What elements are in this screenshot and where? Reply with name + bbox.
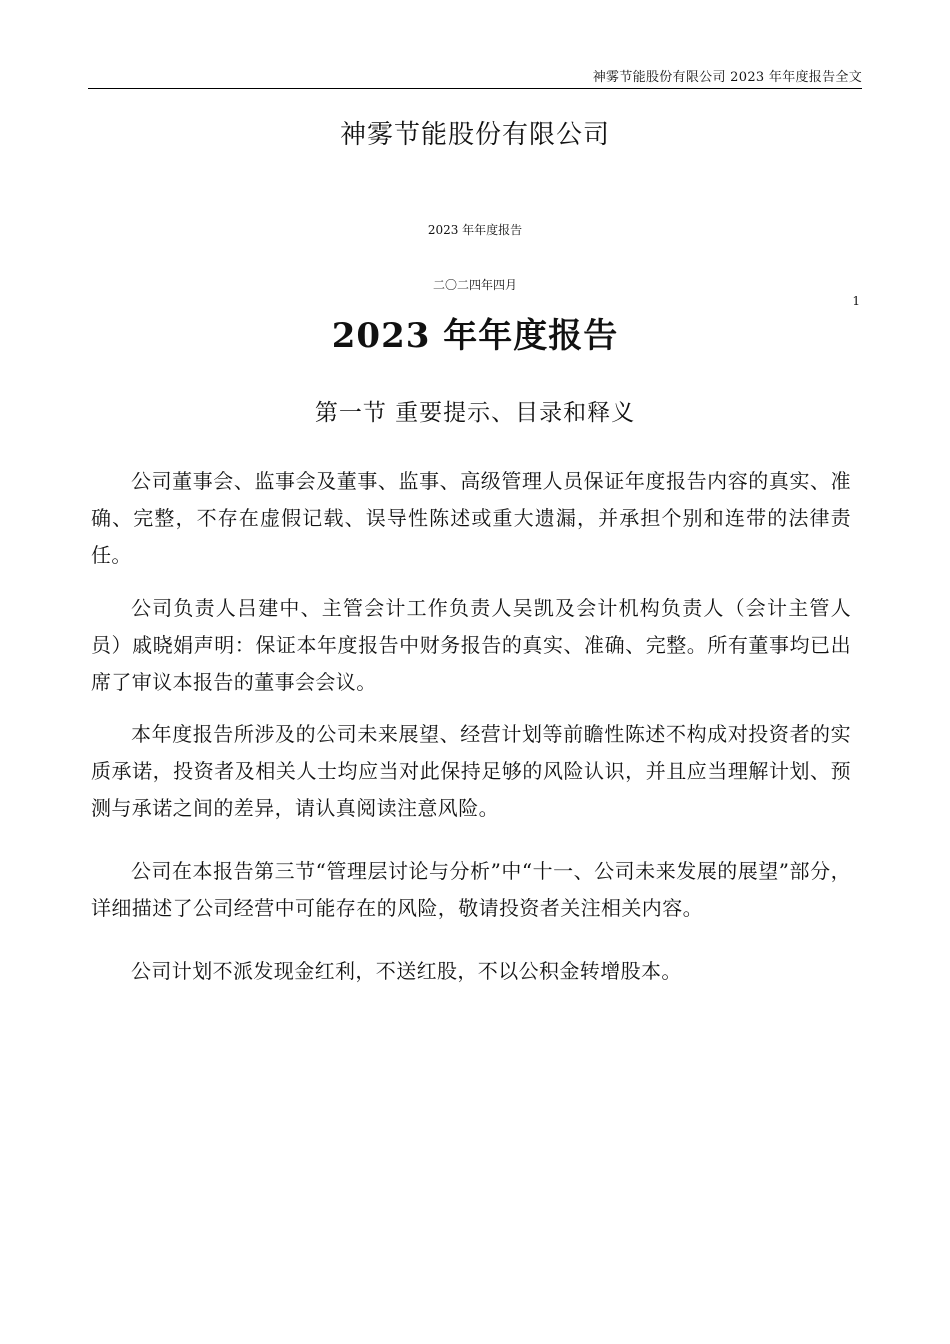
report-subtitle: 2023 年年度报告	[427, 223, 523, 237]
header-divider	[88, 88, 862, 89]
paragraph-forward-looking	[91, 716, 851, 827]
running-header: 神雾节能股份有限公司 2023 年年度报告全文	[592, 70, 862, 85]
section-title: 第一节 重要提示、目录和释义	[314, 400, 636, 426]
paragraph-risk-reference	[91, 853, 851, 927]
paragraph-text: 本年度报告所涉及的公司未来展望、经营计划等前瞻性陈述不构成对投资者的实质承诺，投资者及相关人士均应当对此保持足够的风险认识，并且应当理解计划、预测与承诺之间的差异，请认真阅读注意风险。	[91, 722, 851, 820]
paragraph-declaration	[91, 590, 851, 701]
paragraph-responsibility	[91, 463, 851, 574]
report-date: 二〇二四年四月	[432, 278, 517, 292]
paragraph-text: 公司在本报告第三节“管理层讨论与分析”中“十一、公司未来发展的展望”部分，详细描述了公司经营中可能存在的风险，敬请投资者关注相关内容。	[91, 859, 851, 920]
paragraph-text: 公司负责人吕建中、主管会计工作负责人吴凯及会计机构负责人（会计主管人员）戚晓娟声明：保证本年度报告中财务报告的真实、准确、完整。所有董事均已出席了审议本报告的董事会会议。	[91, 596, 851, 694]
report-title: 2023 年年度报告	[331, 316, 619, 356]
paragraph-dividend-plan	[91, 953, 851, 990]
company-name: 神雾节能股份有限公司	[339, 120, 610, 150]
paragraph-text: 公司计划不派发现金红利，不送红股，不以公积金转增股本。	[131, 959, 682, 983]
paragraph-text: 公司董事会、监事会及董事、监事、高级管理人员保证年度报告内容的真实、准确、完整，不存在虚假记载、误导性陈述或重大遗漏，并承担个别和连带的法律责任。	[91, 469, 851, 567]
page-number: 1	[852, 294, 860, 308]
